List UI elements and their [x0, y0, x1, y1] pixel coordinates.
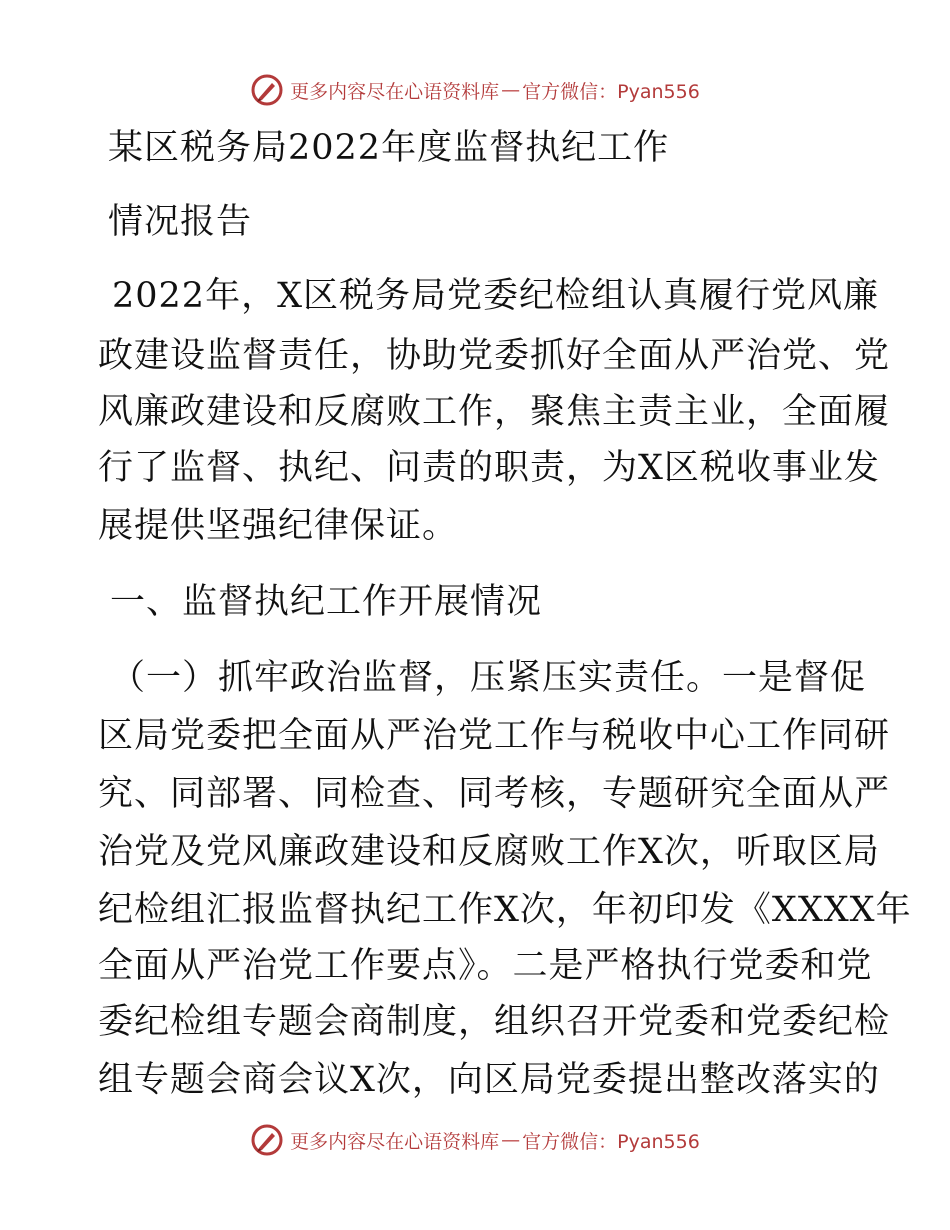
watermark-separator: — — [501, 1129, 521, 1151]
subsection-line-1: （一）抓牢政治监督，压紧压实责任。一是督促 — [110, 658, 867, 698]
watermark-banner-top — [0, 70, 950, 110]
subsection-line-5: 纪检组汇报监督执纪工作X次，年初印发《XXXX年 — [98, 890, 912, 930]
watermark-text: 更多内容尽在心语资料库 — [290, 1130, 500, 1153]
intro-line-5: 展提供坚强纪律保证。 — [98, 506, 459, 546]
intro-line-4: 行了监督、执纪、问责的职责，为X区税收事业发 — [98, 448, 880, 488]
intro-line-1: 2022年，X区税务局党委纪检组认真履行党风廉 — [112, 276, 879, 316]
watermark-separator: — — [501, 79, 521, 101]
subsection-line-3: 究、同部署、同检查、同考核，专题研究全面从严 — [98, 774, 891, 814]
pen-logo-icon — [250, 73, 284, 107]
watermark-banner-bottom — [0, 1120, 950, 1160]
watermark-text: 更多内容尽在心语资料库 — [290, 80, 500, 103]
subsection-line-7: 委纪检组专题会商制度，组织召开党委和党委纪检 — [98, 1002, 891, 1042]
watermark-contact: 官方微信：Pyan556 — [522, 1130, 700, 1153]
pen-logo-icon — [250, 1123, 284, 1157]
intro-line-2: 政建设监督责任，协助党委抓好全面从严治党、党 — [98, 336, 891, 376]
subsection-line-6: 全面从严治党工作要点》。二是严格执行党委和党 — [98, 946, 873, 986]
subsection-line-2: 区局党委把全面从严治党工作与税收中心工作同研 — [98, 716, 891, 756]
section-heading-1: 一、监督执纪工作开展情况 — [110, 582, 543, 622]
doc-title-line-2: 情况报告 — [108, 202, 253, 242]
watermark-contact: 官方微信：Pyan556 — [522, 80, 700, 103]
subsection-line-4: 治党及党风廉政建设和反腐败工作X次，听取区局 — [98, 832, 880, 872]
doc-title-line-1: 某区税务局2022年度监督执纪工作 — [108, 128, 670, 168]
intro-line-3: 风廉政建设和反腐败工作，聚焦主责主业，全面履 — [98, 392, 891, 432]
subsection-line-8: 组专题会商会议X次，向区局党委提出整改落实的 — [98, 1060, 880, 1100]
